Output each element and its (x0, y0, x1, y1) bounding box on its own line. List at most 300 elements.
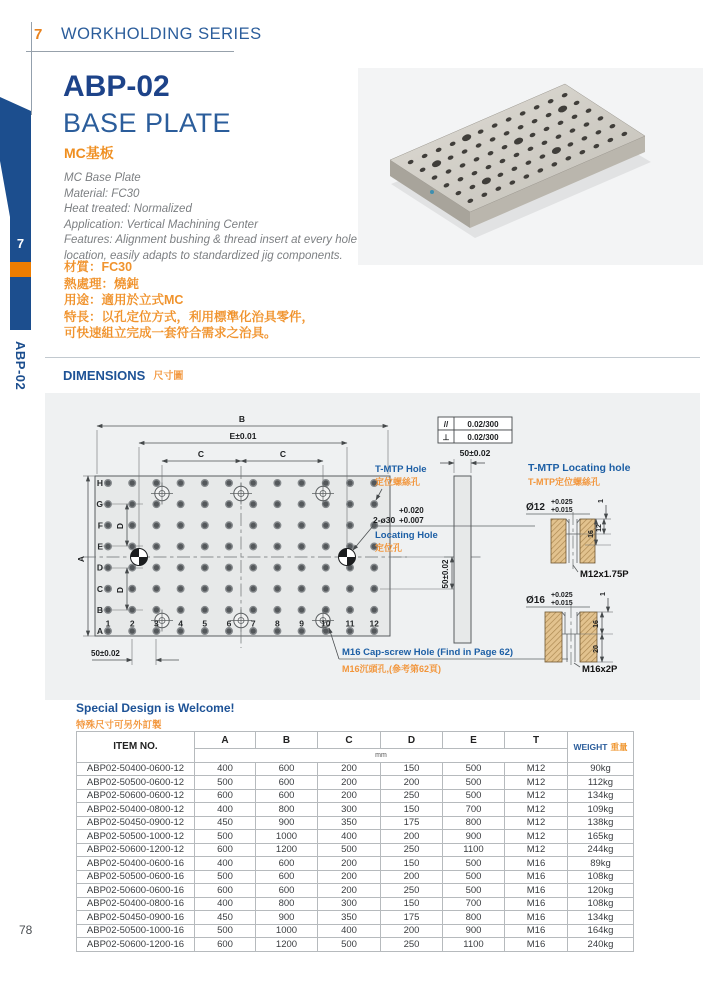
grid-hole (202, 628, 209, 635)
tmtp-hole-label-zh: 定位螺絲孔 (375, 477, 421, 487)
value-cell: 175 (381, 911, 443, 925)
value-cell: 150 (381, 857, 443, 871)
dimensions-panel (45, 393, 700, 700)
value-cell: 108kg (568, 897, 634, 911)
pitch-v-dim-label: 50±0.02 (441, 559, 450, 589)
value-cell: 500 (195, 830, 256, 844)
value-cell: 500 (318, 843, 381, 857)
grid-hole (129, 628, 136, 635)
grid-hole (371, 628, 378, 635)
value-cell: 200 (381, 870, 443, 884)
dim-D-label: D (115, 522, 125, 530)
value-cell: 1200 (256, 938, 318, 952)
grid-hole (129, 585, 136, 592)
column-label: 9 (299, 618, 304, 629)
dim-C-label: C (197, 449, 205, 459)
grid-hole (347, 501, 354, 508)
locating-hole-symbol (339, 549, 356, 566)
item-no-cell: ABP02-50500-0600-12 (77, 776, 195, 790)
perpendicularity-value: 0.02/300 (467, 433, 499, 442)
table-row (77, 938, 634, 952)
grid-hole (153, 522, 160, 529)
value-cell: M16 (505, 938, 568, 952)
value-cell: 500 (195, 870, 256, 884)
column-label: 8 (275, 618, 280, 629)
value-cell: 500 (443, 789, 505, 803)
special-design-note-zh: 特殊尺寸可另外訂製 (76, 720, 162, 731)
grid-hole (105, 522, 112, 529)
desc-en-line: Material: FC30 (64, 187, 140, 200)
grid-hole (226, 522, 233, 529)
description-zh (64, 259, 314, 342)
value-cell: 600 (256, 776, 318, 790)
product-model: ABP-02 (63, 70, 170, 103)
spec-table (76, 731, 634, 952)
value-cell: 109kg (568, 803, 634, 817)
value-cell: 600 (195, 843, 256, 857)
column-label: 5 (202, 618, 208, 629)
row-label: D (96, 562, 103, 573)
value-cell: 250 (381, 938, 443, 952)
grid-hole (153, 628, 160, 635)
value-cell: 175 (381, 816, 443, 830)
grid-hole (177, 585, 184, 592)
value-cell: 500 (318, 938, 381, 952)
value-cell: 90kg (568, 762, 634, 776)
grid-hole (153, 585, 160, 592)
dim-A-label: A (76, 555, 86, 563)
d1-diameter: Ø12 (526, 502, 545, 513)
value-cell: 300 (318, 803, 381, 817)
grid-hole (347, 628, 354, 635)
desc-en-line: MC Base Plate (64, 172, 141, 184)
grid-hole (105, 501, 112, 508)
value-cell: 108kg (568, 870, 634, 884)
locating-hole-label-zh: 定位孔 (375, 543, 403, 553)
column-header-item: ITEM NO. (77, 732, 195, 763)
grid-hole (250, 607, 257, 614)
row-label: F (97, 520, 103, 531)
value-cell: 450 (195, 816, 256, 830)
value-cell: M12 (505, 830, 568, 844)
grid-hole (177, 522, 184, 529)
column-label: 2 (129, 618, 135, 629)
item-no-cell: ABP02-50600-0600-12 (77, 789, 195, 803)
grid-hole (226, 585, 233, 592)
grid-hole (129, 564, 136, 571)
value-cell: 244kg (568, 843, 634, 857)
value-cell: 200 (318, 857, 381, 871)
product-name: BASE PLATE (63, 108, 232, 138)
grid-hole (274, 522, 281, 529)
table-row (77, 911, 634, 925)
value-cell: M12 (505, 843, 568, 857)
side-wedge (0, 97, 31, 330)
column-header-weight (568, 732, 634, 763)
row-label: G (96, 499, 103, 510)
value-cell: 500 (195, 776, 256, 790)
d1-thread: M12x1.75P (580, 569, 629, 580)
table-row (77, 884, 634, 898)
column-label: 10 (321, 618, 331, 629)
desc-en-line: location, easily adapts to standardized jig components. (64, 249, 343, 262)
grid-hole (177, 628, 184, 635)
value-cell: 500 (443, 884, 505, 898)
value-cell: 89kg (568, 857, 634, 871)
value-cell: 165kg (568, 830, 634, 844)
grid-hole (323, 522, 330, 529)
grid-hole (153, 501, 160, 508)
table-row (77, 776, 634, 790)
grid-hole (129, 480, 136, 487)
spec-table-header-row (77, 732, 634, 749)
dimensions-title-zh: 尺寸圖 (153, 371, 184, 382)
value-cell: 350 (318, 816, 381, 830)
column-label: 12 (369, 618, 379, 629)
grid-hole (347, 607, 354, 614)
value-cell: 150 (381, 803, 443, 817)
value-cell: 120kg (568, 884, 634, 898)
dimension-drawing (45, 393, 700, 700)
grid-hole (202, 501, 209, 508)
grid-hole (105, 628, 112, 635)
grid-hole (177, 543, 184, 550)
product-name-zh: MC基板 (64, 145, 114, 161)
value-cell: 200 (381, 830, 443, 844)
column-label: 7 (250, 618, 256, 629)
column-header-t: T (505, 732, 568, 749)
grid-hole (323, 607, 330, 614)
table-row (77, 857, 634, 871)
table-row (77, 803, 634, 817)
value-cell: 500 (443, 776, 505, 790)
thickness-dim-label: 50±0.02 (459, 448, 491, 458)
value-cell: 350 (318, 911, 381, 925)
weight-label-zh: 重量 (610, 741, 628, 752)
tmtp-hole-label: T-MTP Hole (375, 464, 427, 475)
description-en (64, 171, 357, 264)
value-cell: 250 (381, 843, 443, 857)
side-tab-model-label: ABP-02 (13, 341, 28, 391)
grid-hole (226, 628, 233, 635)
row-label: A (96, 626, 103, 637)
grid-hole (177, 607, 184, 614)
d1-depth-outer: 16 (588, 530, 595, 538)
value-cell: 250 (381, 884, 443, 898)
grid-hole (298, 607, 305, 614)
d2-tol-lower: +0.015 (551, 600, 573, 607)
detail-heading: T-MTP Locating hole (528, 462, 631, 474)
item-no-cell: ABP02-50450-0900-12 (77, 816, 195, 830)
dimensions-title: DIMENSIONS (63, 368, 146, 383)
side-tab-number: 7 (16, 236, 25, 251)
column-label: 11 (345, 618, 355, 629)
table-row (77, 843, 634, 857)
value-cell: 400 (195, 897, 256, 911)
grid-hole (153, 564, 160, 571)
grid-hole (105, 585, 112, 592)
pitch-dim-label: 50±0.02 (91, 649, 120, 658)
grid-hole (105, 564, 112, 571)
spec-table-body (77, 762, 634, 951)
column-header-d: D (381, 732, 443, 749)
locating-tol-upper: +0.020 (399, 506, 424, 515)
d2-diameter: Ø16 (526, 595, 545, 606)
item-no-cell: ABP02-50600-1200-16 (77, 938, 195, 952)
grid-hole (323, 564, 330, 571)
value-cell: M16 (505, 911, 568, 925)
capscrew-hole-label: M16 Cap-screw Hole (Find in Page 62) (342, 647, 514, 658)
value-cell: 1000 (256, 830, 318, 844)
desc-zh-line: 特長：以孔定位方式，利用標準化治具零件， (64, 309, 315, 324)
value-cell: 134kg (568, 911, 634, 925)
grid-hole (298, 543, 305, 550)
series-number: 7 (34, 26, 43, 43)
grid-hole (202, 543, 209, 550)
grid-hole (323, 543, 330, 550)
grid-hole (226, 501, 233, 508)
side-tab-orange-stripe (10, 262, 31, 277)
grid-hole (105, 607, 112, 614)
grid-hole (347, 522, 354, 529)
header-horizontal-rule (26, 51, 234, 52)
grid-hole (105, 543, 112, 550)
d2-chamfer: 1 (600, 592, 607, 596)
desc-zh-line: 材質：FC30 (64, 260, 133, 274)
item-no-cell: ABP02-50400-0800-12 (77, 803, 195, 817)
grid-hole (250, 501, 257, 508)
value-cell: M16 (505, 870, 568, 884)
value-cell: 134kg (568, 789, 634, 803)
table-row (77, 816, 634, 830)
page-number: 78 (19, 923, 33, 937)
value-cell: 200 (381, 924, 443, 938)
item-no-cell: ABP02-50500-1000-16 (77, 924, 195, 938)
column-header-a: A (195, 732, 256, 749)
grid-hole (250, 585, 257, 592)
table-row (77, 789, 634, 803)
grid-hole (298, 480, 305, 487)
grid-hole (371, 607, 378, 614)
grid-hole (371, 501, 378, 508)
grid-hole (226, 564, 233, 571)
value-cell: 200 (318, 762, 381, 776)
grid-hole (298, 522, 305, 529)
d1-chamfer: 1 (598, 499, 605, 503)
grid-hole (298, 501, 305, 508)
value-cell: 150 (381, 762, 443, 776)
table-row (77, 897, 634, 911)
value-cell: 600 (195, 789, 256, 803)
grid-hole (129, 543, 136, 550)
grid-hole (323, 480, 330, 487)
row-label: E (97, 541, 103, 552)
grid-hole (274, 628, 281, 635)
value-cell: 600 (256, 857, 318, 871)
grid-hole (105, 480, 112, 487)
grid-hole (323, 628, 330, 635)
grid-hole (177, 480, 184, 487)
grid-hole (274, 543, 281, 550)
grid-hole (250, 480, 257, 487)
value-cell: M16 (505, 924, 568, 938)
value-cell: 700 (443, 897, 505, 911)
locating-hole-symbol (131, 549, 148, 566)
value-cell: 900 (256, 911, 318, 925)
weight-label-en: WEIGHT (573, 741, 608, 752)
value-cell: M12 (505, 816, 568, 830)
perpendicularity-symbol: ⊥ (442, 433, 450, 442)
value-cell: 800 (256, 897, 318, 911)
grid-hole (250, 522, 257, 529)
dim-B-label: B (238, 414, 246, 424)
grid-hole (274, 564, 281, 571)
item-no-cell: ABP02-50500-1000-12 (77, 830, 195, 844)
value-cell: 600 (195, 884, 256, 898)
value-cell: 500 (195, 924, 256, 938)
value-cell: 138kg (568, 816, 634, 830)
value-cell: M12 (505, 803, 568, 817)
grid-hole (153, 480, 160, 487)
d2-thread: M16x2P (582, 664, 618, 675)
table-row (77, 924, 634, 938)
item-no-cell: ABP02-50400-0800-16 (77, 897, 195, 911)
value-cell: 500 (443, 857, 505, 871)
value-cell: 112kg (568, 776, 634, 790)
grid-hole (371, 564, 378, 571)
item-no-cell: ABP02-50600-0600-16 (77, 884, 195, 898)
grid-hole (226, 543, 233, 550)
grid-hole (129, 501, 136, 508)
header-vertical-rule (31, 22, 32, 115)
dim-C-label: C (279, 449, 287, 459)
grid-hole (177, 501, 184, 508)
value-cell: 450 (195, 911, 256, 925)
value-cell: 200 (318, 870, 381, 884)
grid-hole (274, 480, 281, 487)
item-no-cell: ABP02-50400-0600-12 (77, 762, 195, 776)
value-cell: 400 (318, 830, 381, 844)
locating-hole-label: Locating Hole (375, 530, 438, 541)
d1-tol-upper: +0.025 (551, 499, 573, 506)
value-cell: 600 (195, 938, 256, 952)
d2-depth-lower: 20 (593, 645, 600, 653)
value-cell: 200 (318, 884, 381, 898)
grid-hole (323, 501, 330, 508)
value-cell: 400 (318, 924, 381, 938)
desc-zh-line: 可快速組立完成一套符合需求之治具。 (64, 326, 277, 340)
desc-en-line: Application: Vertical Machining Center (64, 218, 258, 231)
grid-hole (274, 607, 281, 614)
value-cell: 1100 (443, 843, 505, 857)
grid-hole (347, 585, 354, 592)
grid-hole (371, 585, 378, 592)
value-cell: 600 (256, 762, 318, 776)
parallelism-symbol: // (443, 420, 449, 429)
value-cell: 250 (381, 789, 443, 803)
item-no-cell: ABP02-50400-0600-16 (77, 857, 195, 871)
value-cell: 800 (443, 911, 505, 925)
grid-hole (202, 564, 209, 571)
desc-en-line: Features: Alignment bushing & thread insert at every hole (64, 234, 357, 246)
grid-hole (274, 585, 281, 592)
grid-hole (298, 564, 305, 571)
grid-hole (202, 607, 209, 614)
grid-hole (202, 585, 209, 592)
dim-E-label: E±0.01 (229, 431, 257, 441)
grid-hole (250, 543, 257, 550)
value-cell: M12 (505, 762, 568, 776)
grid-hole (129, 607, 136, 614)
grid-hole (153, 607, 160, 614)
grid-hole (323, 585, 330, 592)
value-cell: 900 (256, 816, 318, 830)
grid-hole (202, 480, 209, 487)
table-row (77, 830, 634, 844)
value-cell: 1000 (256, 924, 318, 938)
detail-heading-zh: T-MTP定位螺絲孔 (528, 477, 600, 487)
grid-hole (347, 480, 354, 487)
value-cell: 240kg (568, 938, 634, 952)
value-cell: 150 (381, 897, 443, 911)
value-cell: 500 (443, 762, 505, 776)
base-plate-render (358, 68, 703, 265)
dim-D-label: D (115, 586, 125, 594)
value-cell: 1200 (256, 843, 318, 857)
value-cell: M12 (505, 789, 568, 803)
value-cell: 400 (195, 857, 256, 871)
value-cell: 300 (318, 897, 381, 911)
value-cell: 600 (256, 870, 318, 884)
value-cell: 200 (381, 776, 443, 790)
table-row (77, 762, 634, 776)
value-cell: 700 (443, 803, 505, 817)
value-cell: 200 (318, 776, 381, 790)
value-cell: 600 (256, 884, 318, 898)
grid-hole (177, 564, 184, 571)
value-cell: 900 (443, 924, 505, 938)
column-label: 1 (105, 618, 111, 629)
value-cell: 164kg (568, 924, 634, 938)
desc-en-line: Heat treated: Normalized (64, 203, 192, 215)
item-no-cell: ABP02-50600-1200-12 (77, 843, 195, 857)
capscrew-hole-label-zh: M16沉頭孔,(參考第62頁) (342, 664, 442, 674)
parallelism-value: 0.02/300 (467, 420, 499, 429)
d1-tol-lower: +0.015 (551, 507, 573, 514)
row-label: C (96, 583, 103, 594)
row-label: H (96, 478, 103, 488)
value-cell: 400 (195, 803, 256, 817)
value-cell: M12 (505, 776, 568, 790)
d1-depth-inner: 12 (596, 524, 603, 532)
column-header-c: C (318, 732, 381, 749)
grid-hole (153, 543, 160, 550)
value-cell: 800 (256, 803, 318, 817)
product-photo (358, 68, 703, 265)
value-cell: M16 (505, 884, 568, 898)
locating-prefix: 2-ø30 (373, 515, 396, 525)
d2-tol-upper: +0.025 (551, 592, 573, 599)
grid-hole (298, 628, 305, 635)
column-header-e: E (443, 732, 505, 749)
table-row (77, 870, 634, 884)
value-cell: 500 (443, 870, 505, 884)
series-title: WORKHOLDING SERIES (61, 25, 262, 43)
section-divider (45, 357, 700, 358)
value-cell: 900 (443, 830, 505, 844)
value-cell: M16 (505, 897, 568, 911)
special-design-note: Special Design is Welcome! (76, 701, 235, 715)
